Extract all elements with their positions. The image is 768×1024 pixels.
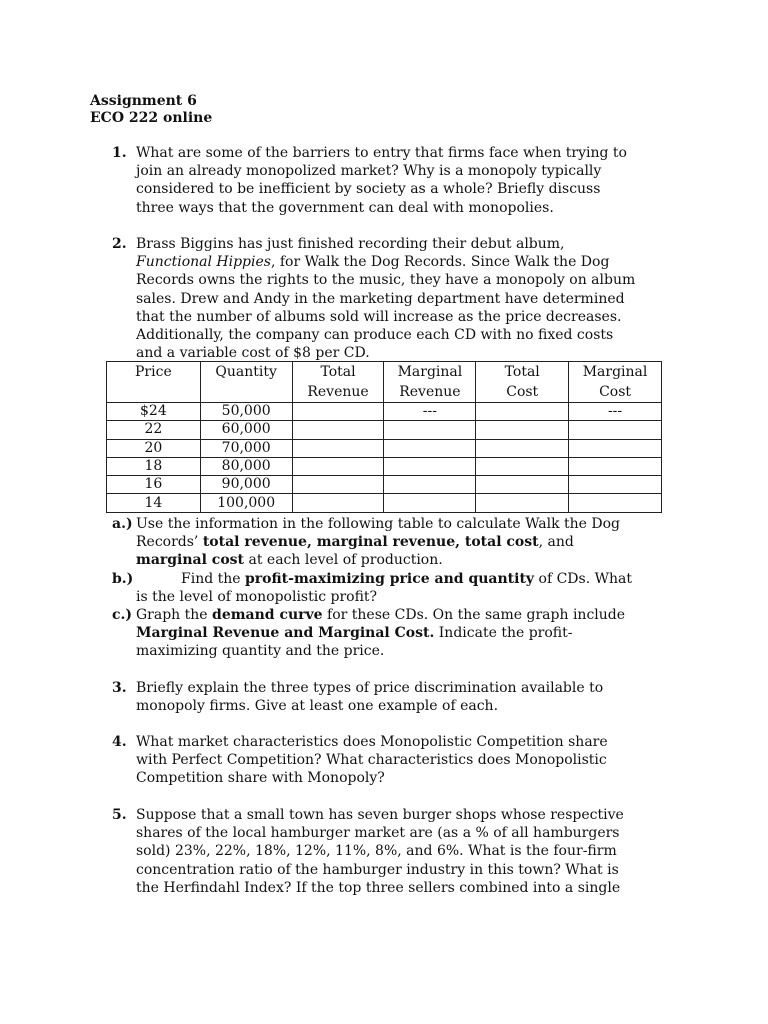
table-cell	[384, 439, 476, 457]
question-text-line: What market characteristics does Monopolistic Competition share	[136, 734, 608, 750]
subpart-text-line: Find the profit-maximizing price and quantity of CDs. What	[181, 571, 632, 587]
table-row	[107, 457, 662, 475]
table-cell: 16	[107, 476, 201, 494]
question-text-line: join an already monopolized market? Why is a monopoly typically	[136, 163, 602, 180]
column-header-price: Price	[107, 362, 201, 403]
question-number: 1.	[112, 145, 127, 161]
column-header-total-cost: Total Cost	[476, 362, 569, 403]
table-cell: 70,000	[200, 439, 292, 457]
question-number: 2.	[112, 236, 127, 252]
album-title: Functional Hippies	[136, 254, 271, 271]
table-row	[107, 494, 662, 512]
table-cell	[476, 457, 569, 475]
table-cell	[476, 439, 569, 457]
question-1	[112, 144, 672, 217]
subpart-label: a.)	[112, 516, 133, 532]
subpart-c	[112, 606, 672, 661]
question-text-line: that the number of albums sold will increase as the price decreases.	[136, 308, 622, 325]
question-text-line: What are some of the barriers to entry that firms face when trying to	[136, 145, 627, 161]
table-row	[107, 403, 662, 421]
table-cell	[569, 421, 662, 439]
question-text-line: sales. Drew and Andy in the marketing department have determined	[136, 290, 625, 307]
question-text-line: the Herfindahl Index? If the top three sellers combined into a single	[136, 879, 621, 896]
table-cell	[384, 457, 476, 475]
table-cell: 50,000	[200, 403, 292, 421]
subpart-a	[112, 515, 672, 570]
table-cell: 22	[107, 421, 201, 439]
table-cell	[569, 476, 662, 494]
column-header-quantity: Quantity	[200, 362, 292, 403]
table-cell	[569, 494, 662, 512]
question-text-line: and a variable cost of $8 per CD.	[136, 345, 370, 362]
table-cell	[476, 494, 569, 512]
subpart-text-line: Records’ total revenue, marginal revenue, total cost, and	[136, 534, 574, 551]
table-cell	[569, 457, 662, 475]
table-cell	[384, 494, 476, 512]
column-header-marginal-revenue: Marginal Revenue	[384, 362, 476, 403]
table-cell: ---	[569, 403, 662, 421]
question-text-line: sold) 23%, 22%, 18%, 12%, 11%, 8%, and 6%. What is the four-firm	[136, 843, 617, 860]
question-text-line: Briefly explain the three types of price discrimination available to	[136, 680, 604, 696]
question-4	[112, 733, 672, 788]
table-cell: 90,000	[200, 476, 292, 494]
subpart-text-line: Graph the demand curve for these CDs. On the same graph include	[136, 607, 626, 623]
subpart-text-line: is the level of monopolistic profit?	[136, 589, 378, 606]
question-text-line: three ways that the government can deal with monopolies.	[136, 199, 554, 216]
table-cell: ---	[384, 403, 476, 421]
subpart-text-line: marginal cost at each level of production.	[136, 552, 443, 569]
table-cell: 80,000	[200, 457, 292, 475]
question-text-line: Brass Biggins has just finished recording their debut album,	[136, 236, 565, 252]
table-cell	[476, 421, 569, 439]
column-header-marginal-cost: Marginal Cost	[569, 362, 662, 403]
subpart-label: c.)	[112, 607, 133, 623]
question-text-line: considered to be inefficient by society as a whole? Briefly discuss	[136, 181, 601, 198]
table-cell	[476, 476, 569, 494]
question-text-line: Suppose that a small town has seven burger shops whose respective	[136, 807, 624, 823]
question-text-line: Records owns the rights to the music, they have a monopoly on album	[136, 272, 636, 289]
question-text-line: monopoly firms. Give at least one example of each.	[136, 698, 499, 715]
question-number: 5.	[112, 807, 127, 823]
question-number: 4.	[112, 734, 127, 750]
table-cell	[292, 439, 384, 457]
table-cell: 60,000	[200, 421, 292, 439]
column-header-total-revenue: Total Revenue	[292, 362, 384, 403]
assignment-header	[90, 93, 212, 127]
table-cell	[292, 421, 384, 439]
question-number: 3.	[112, 680, 127, 696]
table-cell: 100,000	[200, 494, 292, 512]
table-cell	[292, 457, 384, 475]
table-cell	[476, 403, 569, 421]
question-text-line: concentration ratio of the hamburger industry in this town? What is	[136, 861, 619, 878]
table-cell: 18	[107, 457, 201, 475]
table-header-row	[107, 362, 662, 403]
table-cell	[569, 439, 662, 457]
table-row	[107, 421, 662, 439]
table-cell: $24	[107, 403, 201, 421]
table-cell	[292, 476, 384, 494]
question-text-line: shares of the local hamburger market are (as a % of all hamburgers	[136, 825, 620, 842]
assignment-title: Assignment 6	[90, 93, 197, 109]
price-quantity-table	[106, 361, 662, 513]
course-name: ECO 222 online	[90, 110, 213, 126]
table-cell	[292, 494, 384, 512]
question-3	[112, 679, 672, 715]
question-2	[112, 235, 672, 362]
question-text-line: Functional Hippies, for Walk the Dog Records. Since Walk the Dog	[136, 254, 610, 271]
table-cell: 20	[107, 439, 201, 457]
table-cell	[292, 403, 384, 421]
table-row	[107, 439, 662, 457]
question-text-line: Additionally, the company can produce each CD with no fixed costs	[136, 327, 614, 344]
table-cell	[384, 421, 476, 439]
subpart-text-line: Use the information in the following table to calculate Walk the Dog	[136, 516, 621, 532]
question-5	[112, 806, 672, 897]
table-row	[107, 476, 662, 494]
subpart-text-line: Marginal Revenue and Marginal Cost. Indicate the profit-	[136, 625, 573, 642]
question-text-line: Competition share with Monopoly?	[136, 770, 385, 787]
subpart-label: b.)	[112, 571, 134, 587]
table-cell: 14	[107, 494, 201, 512]
subpart-text-line: maximizing quantity and the price.	[136, 643, 385, 660]
table-cell	[384, 476, 476, 494]
question-text-line: with Perfect Competition? What characteristics does Monopolistic	[136, 752, 607, 769]
subpart-b	[112, 570, 672, 606]
